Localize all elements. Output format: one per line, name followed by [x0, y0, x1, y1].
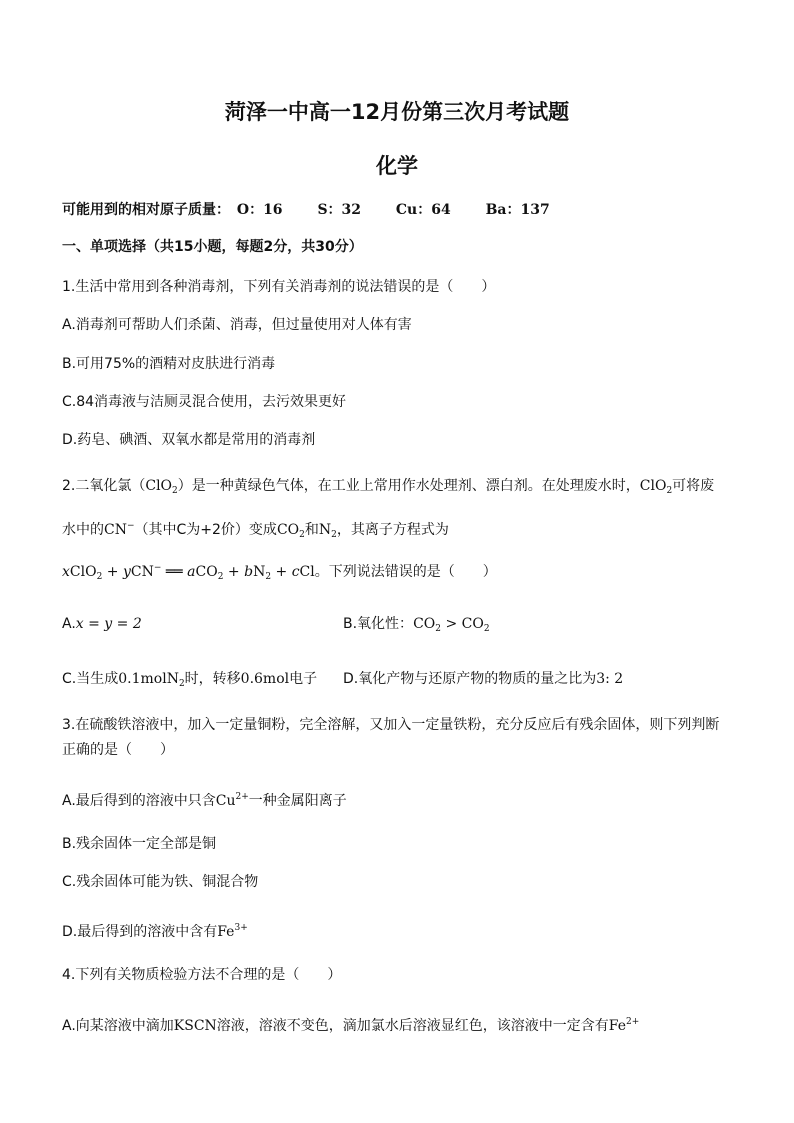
- section-heading: 一、单项选择（共15小题，每题2分，共30分）: [62, 239, 363, 255]
- formula-n2: $N_2$: [318, 522, 337, 540]
- q1-stem: 1.生活中常用到各种消毒剂，下列有关消毒剂的说法错误的是（ ）: [62, 279, 496, 295]
- mass-s: S：32: [317, 202, 362, 218]
- q3-stem-line1: 3.在硫酸铁溶液中，加入一定量铜粉，完全溶解，又加入一定量铁粉，充分反应后有残余固体，则下列判断: [62, 717, 720, 733]
- ionic-equation: xClO$_2$ + yCN− ══ $aCO_2 + bN_2$ + cCl: [62, 563, 315, 582]
- q2-text: （其中C为+2价）变成: [134, 522, 277, 538]
- q3-stem-line2: 正确的是（ ）: [62, 742, 174, 758]
- mass-cu: Cu：64: [395, 202, 451, 218]
- atomic-mass-label: 可能用到的相对原子质量：: [62, 202, 230, 218]
- formula-clo2: ClO$_2$: [145, 478, 178, 496]
- q2-text: ，其离子方程式为: [336, 522, 449, 538]
- q2-option-a: A.x = y = 2: [62, 616, 142, 632]
- q2-text: 。下列说法错误的是（ ）: [314, 564, 497, 580]
- q3-option-b: B.残余固体一定全部是铜: [62, 836, 217, 852]
- q2-text: 和: [304, 522, 319, 538]
- q4-option-a: A.向某溶液中滴加KSCN溶液，溶液不变色，滴加氯水后溶液显红色，该溶液中一定含有$Fe^{2+}$: [62, 1017, 640, 1034]
- q1-option-c: C.84消毒液与洁厕灵混合使用，去污效果更好: [62, 394, 347, 410]
- exam-subject: 化学: [376, 154, 418, 178]
- q3-option-d: D.最后得到的溶液中含有$Fe^{3+}$: [62, 923, 248, 940]
- q2-option-b: B.氧化性：$CO_2 > CO_2$: [343, 616, 490, 634]
- q2-option-c: C.当生成0.1molN$_2$时，转移0.6mol电子: [62, 671, 318, 689]
- q3-option-a: A.最后得到的溶液中只含$Cu^{2+}$一种金属阳离子: [62, 792, 347, 809]
- formula-clo2: ClO$_2$: [639, 478, 673, 496]
- q3-option-c: C.残余固体可能为铁、铜混合物: [62, 874, 259, 890]
- mass-o: O：16: [236, 202, 283, 218]
- atomic-mass-line: [62, 200, 550, 220]
- q1-option-a: A.消毒剂可帮助人们杀菌、消毒，但过量使用对人体有害: [62, 317, 412, 333]
- q2-stem-line1: [62, 476, 714, 501]
- q2-equation-line: [62, 558, 497, 587]
- q2-text: 水中的: [62, 522, 104, 538]
- q2-stem-line2: [62, 516, 449, 545]
- q1-option-d: D.药皂、碘酒、双氧水都是常用的消毒剂: [62, 432, 316, 448]
- formula-cn: CN−: [104, 521, 135, 538]
- formula-co2: $CO_2$: [276, 522, 305, 540]
- exam-title: 菏泽一中高一12月份第三次月考试题: [224, 100, 570, 124]
- mass-ba: Ba：137: [485, 202, 550, 218]
- q2-text: ）是一种黄绿色气体，在工业上常用作水处理剂、漂白剂。在处理废水时，: [177, 478, 640, 494]
- q2-text: 2.二氧化氯（: [62, 478, 146, 494]
- q1-option-b: B.可用75%的酒精对皮肤进行消毒: [62, 356, 276, 372]
- q4-stem: 4.下列有关物质检验方法不合理的是（ ）: [62, 967, 342, 983]
- q2-text: 可将废: [672, 478, 715, 494]
- q2-option-d: D.氧化产物与还原产物的物质的量之比为3: 2: [343, 671, 624, 687]
